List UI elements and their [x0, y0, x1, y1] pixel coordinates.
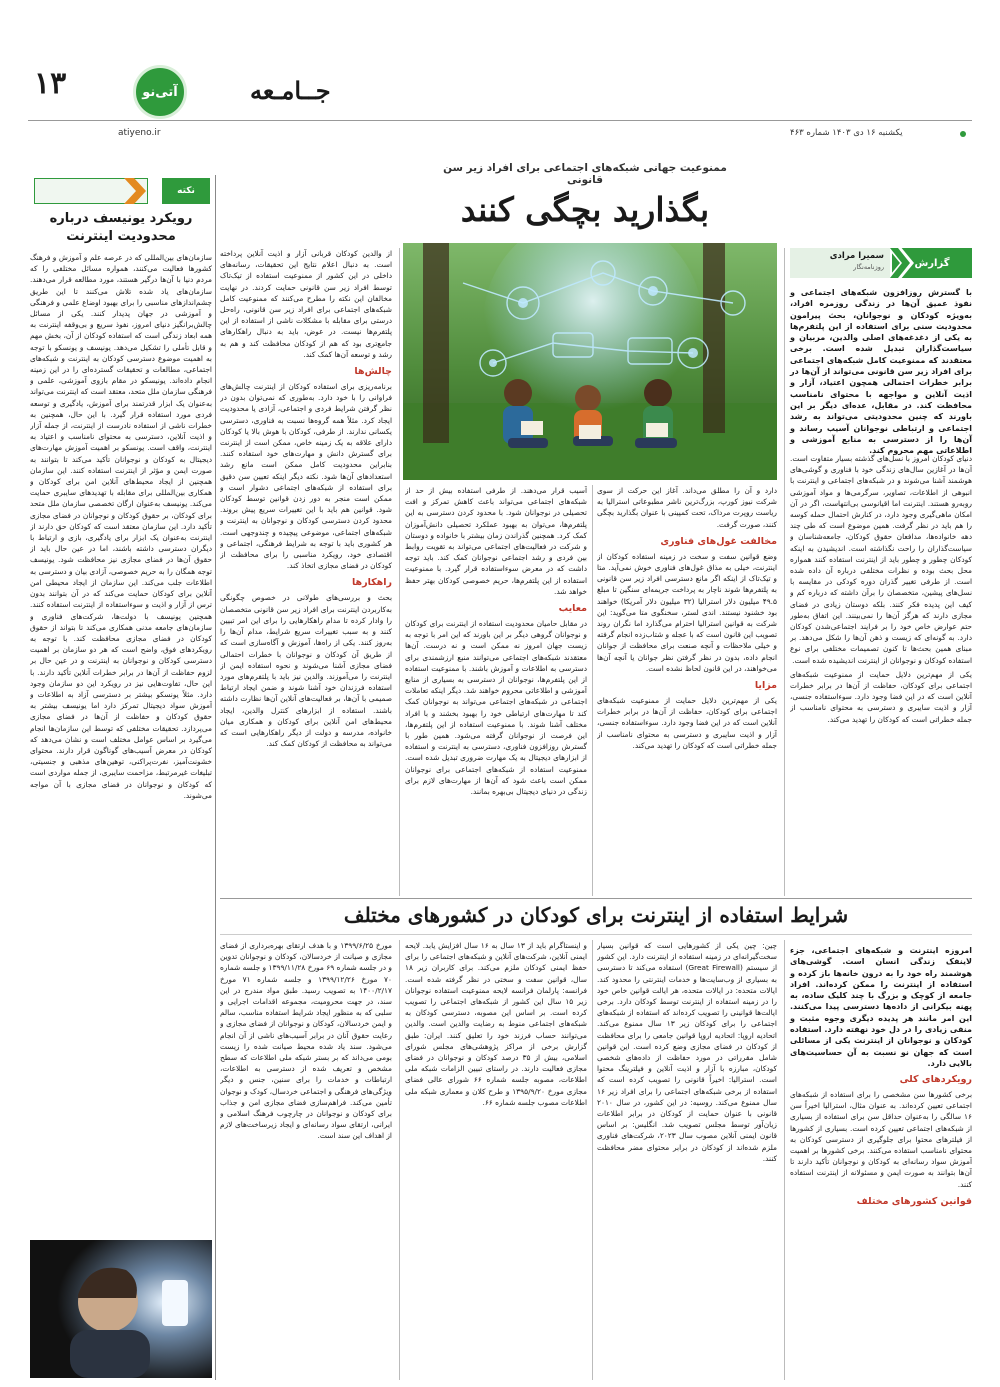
article-headline: بگذارید بچگی کنند — [460, 190, 710, 229]
chevron-left-icon — [886, 246, 914, 280]
column-divider — [784, 940, 785, 1380]
article-lead: با گسترش روزافزون شبکه‌های اجتماعی و نفوذ عمیق آن‌ها در زندگی روزمره افراد، به‌ویژه کودکان و نوجوانان، بحث پیرامون محدودیت سنی برای استفاده از این پلتفرم‌ها به یکی از دغدغه‌های اصلی والدین، مربیان و سیاست‌گذاران تبدیل شده است. برخی معتقدند که ممنوعیت کامل شبکه‌های اجتماعی برای افراد زیر سن قانونی می‌تواند از آن‌ها در برابر خطرات احتمالی همچون اعتیاد، آزار و اذیت آنلاین و مواجهه با محتوای نامناسب محافظت کند. در مقابل، عده‌ای دیگر بر این باورند که چنین محدودیتی می‌تواند به رشد اجتماعی و ارتباطی نوجوانان آسیب رساند و آن‌ها را از دسترسی به منابع آموزشی و اطلاعاتی مهم محروم کند. — [790, 288, 972, 456]
chevron-left-icon — [118, 176, 148, 206]
note-photo — [30, 1240, 212, 1378]
report-label: گزارش — [892, 248, 972, 278]
sidebar-divider — [215, 175, 216, 1380]
section-heading: رویکردهای کلی — [899, 1074, 972, 1085]
section-heading: چالش‌ها — [354, 366, 392, 378]
section-heading: قوانین کشورهای مختلف — [856, 1195, 972, 1207]
article-paragraph: در مقابل حامیان محدودیت استفاده از اینترنت برای کودکان و نوجوانان گروهی دیگر بر این باورند که این امر با توجه به زیست جهان امروز نه ممکن است و نه درست. آن‌ها معتقدند شبکه‌های اجتماعی می‌توانند منبع ارزشمندی برای دسترسی به اطلاعات و آموزش باشند. با ممنوعیت استفاده از این پلتفرم‌ها، نوجوانان از دسترسی به بسیاری از منابع آموزشی و اطلاعاتی محروم خواهند شد. دیگر اینکه تعاملات اجتماعی در شبکه‌های اجتماعی می‌تواند به نوجوانان کمک کند تا مهارت‌های ارتباطی خود را بهبود بخشند و با افراد مختلف آشنا شوند. با ممنوعیت استفاده از این پلتفرم‌ها، این فرصت از نوجوانان گرفته می‌شود. همین طور با گسترش روزافزون فناوری، دسترسی به اینترنت و استفاده از ابزارهای دیجیتال به یک مهارت ضروری تبدیل شده است. ممنوعیت استفاده از شبکه‌های اجتماعی برای نوجوانان ممکن است باعث شود که آن‌ها از مهارت‌های لازم برای زندگی در دنیای دیجیتال بی‌بهره بمانند. — [405, 619, 587, 797]
section-title: جــامـعه — [250, 76, 331, 105]
author-name: سمیرا مرادی — [829, 251, 884, 261]
note-title: رویکرد یونیسف درباره محدودیت اینترنت — [49, 211, 193, 244]
note-paragraph: سازمان‌های بین‌المللی که در عرصه علم و آموزش و فرهنگ کشورها فعالیت می‌کنند، همواره مسائل مختلفی را که مردم دنیا با آن‌ها درگیر هستند، مورد مطالعه قرار می‌دهند. سازمان‌های یاد شده تلاش می‌کنند تا این طریق چشم‌اندازهای مناسبی را برای بهبود اوضاع علمی و فرهنگی و آموزشی در جهان پدیدار کنند. یکی از مسائل چالش‌برانگیز دنیای امروز، نفوذ سریع و بی‌وقفه اینترنت به همه ابعاد زندگی است که استفاده کودکان از آن، بخش مهم و قابل تأملی را تشکیل می‌دهد. یونیسف و یونسکو با توجه به اهمیت موضوع دسترسی کودکان به اینترنت و شبکه‌های اجتماعی، مطالعات و تحقیقات گسترده‌ای را در این زمینه انجام داده‌اند. یونیسکو در مقام بازوی آموزشی، علمی و فرهنگی سازمان ملل متحد، معتقد است که اینترنت می‌تواند به‌عنوان یک ابزار قدرتمند برای آموزش، یادگیری و توسعه فردی مورد استفاده قرار گیرد. با این حال، همچنین به خطرات ناشی از استفاده نادرست از اینترنت، از جمله آزار و اذیت آنلاین، دسترسی به محتوای نامناسب و اعتیاد به اینترنت، واقف است. یونسکو بر اهمیت آموزش مهارت‌های دیجیتال به کودکان و نوجوانان تأکید می‌کند تا بتوانند به صورت ایمن و مؤثر از اینترنت استفاده کنند. این سازمان همچنین از ایجاد محیط‌های آنلاین امن برای کودکان و همکاری بین‌المللی برای مقابله با تهدیدهای سایبری حمایت می‌کند. یونیسف به‌عنوان ارگان تخصصی سازمان ملل متحد برای کودکان، بر حقوق کودکان و نوجوانان در فضای مجازی تأکید دارد. این سازمان معتقد است که کودکان حق دارند از اینترنت به‌عنوان یک ابزار برای یادگیری، بازی و ارتباط با دیگران دسترسی داشته باشند، اما در عین حال باید از حقوق آن‌ها در فضای مجازی نیز محافظت شود. یونیسف توجه همگان را به حریم خصوصی، آزادی بیان و دسترسی به اطلاعات جلب می‌کند. این سازمان از ایجاد محیطی امن آنلاین برای کودکان حمایت می‌کند که در آن بتوانند بدون ترس از آزار و اذیت و سوءاستفاده از اینترنت استفاده کنند. همچنین یونیسف با دولت‌ها، شرکت‌های فناوری و سازمان‌های جامعه مدنی همکاری می‌کند تا بتواند از حقوق کودکان در فضای مجازی محافظت کند. با توجه به رویکردهای فوق، واضح است که هر دو سازمان بر اهمیت دسترسی کودکان و نوجوانان به اینترنت و در عین حال بر لزوم حفاظت از آن‌ها در برابر خطرات آنلاین تأکید دارند. با این حال، تفاوت‌هایی نیز در رویکرد این دو سازمان وجود دارد. مثلاً یونسکو بیشتر بر دسترسی آزاد به اطلاعات و آموزش سواد دیجیتال تمرکز دارد اما یونیسف بیشتر به حقوق کودکان و حفاظت از آن‌ها در فضای مجازی می‌پردازد. تحقیقات مختلفی که توسط این سازمان‌ها انجام می‌گیرد بر اساس عوامل مختلف است و نشان می‌دهد که کودکان در معرض آسیب‌های گوناگون قرار دارند. محتوای خشونت‌آمیز، نفرت‌پراکنی، توهین‌های مذهبی و جنسیتی، تبلیغات غیرمرتبط، مزاحمت سایبری، از جمله مواردی است که کودکان و نوجوانان در فضای مجازی با آن مواجه می‌شوند. — [30, 253, 212, 800]
lower-column-2 — [597, 940, 777, 1380]
article-paragraph: چین: چین یکی از کشورهایی است که قوانین بسیار سخت‌گیرانه‌ای در زمینه استفاده از اینترنت دارد. این کشور از سیستم (Great Firewall) استفاده می‌کند تا دسترسی به بسیاری از وب‌سایت‌ها و خدمات اینترنتی را محدود کند. ایالات متحده: در ایالات متحده، هر ایالت قوانین خاص خود را در زمینه استفاده از اینترنت توسط کودکان دارد. برخی ایالت‌ها قوانینی را تصویب کرده‌اند که استفاده از شبکه‌های اجتماعی را برای کودکان زیر ۱۳ سال ممنوع می‌کند. اتحادیه اروپا: اتحادیه اروپا قوانین جامعی را برای محافظت از کودکان در فضای مجازی وضع کرده است. این قوانین شامل مقرراتی در مورد حفاظت از داده‌های شخصی کودکان، مبارزه با آزار و اذیت آنلاین و فیلترینگ محتوا است. استرالیا: اخیراً قانونی را تصویب کرده است که استفاده از برخی شبکه‌های اجتماعی را برای افراد زیر ۱۶ سال ممنوع می‌کند. روسیه: در این کشور، در سال ۲۰۱۰ قانونی با عنوان حمایت از کودکان در برابر اطلاعات زیان‌آور توسط مجلس تصویب شد. انگلیس: بر اساس قانون ایمنی آنلاین مصوب سال ۲۰۲۳، شرکت‌های فناوری ملزم شده‌اند از کودکان در برابر محتوای مضر محافظت کنند. — [597, 941, 777, 1163]
lower-column-1 — [790, 1068, 972, 1380]
article-paragraph: برنامه‌ریزی برای استفاده کودکان از اینترنت چالش‌های فراوانی را با خود دارد. به‌طوری که نمی‌توان بدون در نظر گرفتن شرایط فردی و اجتماعی، آزادی یا محدودیت ایجاد کرد. مثلاً همه گروه‌ها نسبت به فناوری، دسترسی یکسانی ندارند. از طرفی، کودکان با هوش بالا یا کودکان دارای علاقه به یک زمینه خاص، ممکن است از اینترنت برای گسترش دانش و مهارت‌های خود استفاده کنند. بنابراین محدودیت کامل ممکن است مانع رشد استعدادهای آن‌ها شود. نکته دیگر اینکه تعیین سن دقیق برای استفاده از شبکه‌های اجتماعی دشوار است و ممکن است منجر به دور زدن قوانین توسط کودکان شود. قوانین هم باید با این تغییرات سریع پیش بروند. محدود کردن دسترسی کودکان و نوجوانان به اینترنت و شبکه‌های اجتماعی، موضوعی پیچیده و چندوجهی است. هر کشوری باید با توجه به شرایط فرهنگی، اجتماعی و اقتصادی خود، رویکرد مناسبی را برای محافظت از کودکان در فضای مجازی اتخاذ کند. — [220, 382, 392, 571]
article-column-3 — [405, 485, 587, 896]
section-heading: مزایا — [754, 680, 777, 692]
article-paragraph: یکی از مهم‌ترین دلایل حمایت از ممنوعیت شبکه‌های اجتماعی برای کودکان، حفاظت از آن‌ها در برابر خطرات آنلاین است که در این فضا وجود دارد. سوءاستفاده جنسی، آزار و اذیت سایبری و دسترسی به محتوای نامناسب از جمله خطراتی است که کودکان را تهدید می‌کند. — [597, 696, 777, 750]
note-body — [30, 252, 212, 1236]
article-column-1 — [790, 453, 972, 896]
header-divider — [28, 120, 972, 121]
article-paragraph: و اینستاگرام باید از ۱۳ سال به ۱۶ سال افزایش یابد. لایحه ایمنی آنلاین، شرکت‌های آنلاین و شبکه‌های اجتماعی را برای حفظ ایمنی کودکان ملزم می‌کند. برای کاربران زیر ۱۸ سال، قوانین سفت و سختی در نظر گرفته شده است. فرانسه: پارلمان فرانسه لایحه ممنوعیت استفاده نوجوانان زیر ۱۵ سال این کشور از شبکه‌های اجتماعی را تصویب کرده است. بر اساس این مصوبه، دسترسی کودکان به شبکه‌های اجتماعی منوط به رضایت والدین است. والدین می‌توانند حساب فرزند خود را تعلیق کنند. ایران: طبق گزارش برخی از مراکز پژوهشی‌های مجلس شورای اسلامی، بیش از ۳۵ درصد کودکان و نوجوانان در فضای مجازی فعالیت دارند. در راستای تبیین الزامات شبکه ملی اطلاعات، مصوبه جلسه شماره ۶۶ شورای عالی فضای مجازی مورخ ۱۳۹۵/۹/۲۰ و طرح کلان و معماری شبکه ملی اطلاعات مصوب جلسه شماره ۶۶. — [405, 941, 587, 1107]
article-paragraph: بحث و بررسی‌های طولانی در خصوص چگونگی به‌کاربردن اینترنت برای افراد زیر سن قانونی متخصصان را وادار کرده تا مدام راهکارهایی را برای این امر تبیین کنند و به سبب تغییرات سریع شرایط، مدام آن‌ها را به‌روز کنند. یکی از راه‌ها، آموزش و آگاه‌سازی است که از طریق آن کودکان و نوجوانان با خطرات احتمالی فضای مجازی آشنا می‌شوند و نحوه استفاده ایمن از اینترنت را می‌آموزند. والدین نیز باید با پلتفرم‌های مورد استفاده فرزندان خود آشنا شوند و ضمن ایجاد ارتباط صمیمی با آن‌ها، بر فعالیت‌های آنلاین آن‌ها نظارت داشته باشند. استفاده از ابزارهای کنترل والدین، ایجاد محیط‌های امن آنلاین برای کودکان و همکاری میان خانواده، مدرسه و دولت از دیگر راهکارهایی است که می‌تواند به محافظت از کودکان کمک کند. — [220, 593, 392, 749]
section-divider — [220, 898, 972, 899]
issue-date: یکشنبه ۱۶ دی ۱۴۰۳ شماره ۴۶۳ — [790, 128, 903, 138]
column-divider — [399, 940, 400, 1380]
lower-column-3 — [405, 940, 587, 1380]
article-column-2 — [597, 485, 777, 896]
article-paragraph: وضع قوانین سفت و سخت در زمینه استفاده کودکان از اینترنت، خیلی به مذاق غول‌های فناوری خوش نمی‌آید. متا و تیک‌تاک از اینکه اگر مانع دسترسی افراد زیر سن قانونی به پلتفرم‌ها شوند ناچار به پرداخت جریمه‌ای سنگین تا مبلغ ۴۹.۵ میلیون دلار استرالیا (۳۲ میلیون دلار آمریکا) خواهند بود خشنود نیستند. اندی لستر، سخنگوی متا می‌گوید: این شرکت به قوانین استرالیا احترام می‌گذارد اما نگران روند تصویب این قانون است که با عجله و شتاب‌زده انجام گرفته و خیلی ملاحظات و آنچه صنعت برای محافظت از جوانان انجام داده، بدون در نظر گرفتن نظر جوانان یا آنچه آن‌ها می‌خواهند، در این قانون لحاظ نشده است. — [597, 551, 777, 673]
note-label: نکته — [162, 178, 210, 204]
bullet-icon — [960, 131, 966, 137]
section-heading: معایب — [558, 603, 587, 615]
section-heading: راهکارها — [351, 577, 392, 589]
article-subheadline: ممنوعیت جهانی شبکه‌های اجتماعی برای افراد زیر سن قانونی — [443, 162, 727, 186]
column-divider — [399, 248, 400, 896]
lower-article-lead: امروزه اینترنت و شبکه‌های اجتماعی، جزء لاینفک زندگی انسان است. گوشی‌های هوشمند راه خود را به درون خانه‌ها باز کرده و استفاده از اینترنت را ممکن کرده‌اند. افراد جامعه از کوچک و بزرگ با چند کلیک ساده، به پهنه بیکرانی از داده‌ها دسترسی پیدا می‌کنند. این امر مانند هر پدیده دیگری وجوه مثبت و منفی زیادی را در دل خود نهفته دارد. استفاده کودکان و نوجوانان از اینترنت یکی از مسائلی است که جهان نو نسبت به آن حساسیت‌های بالایی دارد. — [790, 946, 972, 1068]
lower-article-headline: شرایط استفاده از اینترنت برای کودکان در کشورهای مختلف — [343, 903, 849, 927]
article-paragraph: یکی از مهم‌ترین دلایل حمایت از ممنوعیت شبکه‌های اجتماعی برای کودکان، حفاظت از آن‌ها در برابر خطرات آنلاین است که در این فضا وجود دارد. سوءاستفاده جنسی، آزار و اذیت سایبری و دسترسی به محتوای نامناسب از جمله خطراتی است که کودکان را تهدید می‌کند. — [790, 669, 972, 724]
author-box — [790, 248, 890, 278]
newspaper-logo: آتی‌نو — [133, 65, 187, 119]
article-paragraph: مورخ ۱۳۹۹/۶/۲۵ و با هدف ارتقای بهره‌برداری از فضای مجازی و صیانت از خردسالان، کودکان و نوجوانان تدوین و در جلسه شماره ۶۹ مورخ ۱۳۹۹/۱۱/۲۸ و جلسه شماره ۷۰ مورخ ۱۳۹۹/۱۲/۲۶ و جلسه شماره ۷۱ مورخ ۱۴۰۰/۲/۱۷ به تصویب رسید. طبق مواد مندرج در این سند، در جهت محرومیت، مجموعه اقدامات اجرایی و سلبی که به منظور ایجاد شرایط استفاده مناسب، سالم و ایمن خردسالان، کودکان و نوجوانان از فضای مجازی و رعایت حقوق آنان در برابر آسیب‌های ناشی از آن انجام می‌شود. سند یاد شده محیط صیانت شده را زیست بومی می‌داند که بر بستر شبکه ملی اطلاعات که سطح مشخص و تعریف شده از دسترسی به اطلاعات، ارتباطات و خدمات را برای سنین، جنس و دیگر ویژگی‌های فرهنگی و اجتماعی خردسال، کودک و نوجوان تأمین می‌کند. فراهم‌سازی فضای مجازی امن و جذاب برای کودکان و نوجوانان در چارچوب فرهنگ اسلامی و ایرانی، ارتقای سواد رسانه‌ای و ایجاد زیرساخت‌های لازم از اهداف این سند است. — [220, 941, 392, 1141]
column-divider — [592, 485, 593, 896]
article-paragraph: آسیب قرار می‌دهند. از طرفی استفاده بیش از حد از شبکه‌های اجتماعی می‌تواند باعث کاهش تمرکز و افت تحصیلی در نوجوانان شود. با محدود کردن دسترسی به این پلتفرم‌ها، می‌توان به بهبود عملکرد تحصیلی دانش‌آموزان کمک کرد. همچنین گذراندن زمان بیشتر با خانواده و دوستان و شرکت در فعالیت‌های اجتماعی می‌تواند به تقویت روابط بین فردی و رشد اجتماعی نوجوانان کمک کند. باید توجه داشت که در معرض سوءاستفاده قرار گیرد. با ممنوعیت استفاده از این پلتفرم‌ها، حریم خصوصی کودکان بهتر حفظ خواهد شد. — [405, 486, 587, 596]
section-heading: مخالفت غول‌های فناوری — [660, 535, 777, 547]
site-url[interactable]: atiyeno.ir — [118, 128, 161, 138]
article-paragraph: از والدین کودکان قربانی آزار و اذیت آنلاین پرداخته است. به دنبال اعلام نتایج این تحقیقات، رسانه‌های داخلی در این کشور از ممنوعیت استفاده از تیک‌تاک توسط افراد زیر سن قانونی حمایت کردند. در نهایت مخالفان این نکته را مطرح می‌کنند که ممنوعیت کامل شبکه‌های اجتماعی برای افراد زیر سن قانونی، راه‌حل درستی برای مقابله با مشکلات ناشی از استفاده از این پلتفرم‌ها نیست. در عوض، باید به دنبال راهکارهای جامع‌تری بود که هم از کودکان محافظت کند و هم به رشد و توسعه آن‌ها کمک کند. — [220, 249, 392, 359]
article-paragraph: دارد و آن را مطلق می‌داند. آغاز این حرکت از سوی شرکت نیوز کورپ، بزرگ‌ترین ناشر مطبوعاتی استرالیا به ریاست روپرت مرداک، تحت کمپینی با عنوان بگذارید بچگی کنند، صورت گرفت. — [597, 486, 777, 529]
article-paragraph: دنیای کودکان امروز با نسل‌های گذشته بسیار متفاوت است. آن‌ها در آغازین سال‌های زندگی خود با فناوری و گوشی‌های هوشمند آشنا می‌شوند و در شبکه‌های اجتماعی و اینترنت با انبوهی از اطلاعات، تصاویر، سرگرمی‌ها و مواد آموزشی روبه‌رو هستند. اینترنت اما اقیانوسی بی‌انتهاست، اگر در آن امکان ماهی‌گیری وجود دارد، در کنارش احتمال حمله کوسه را هم باید در نظر گرفت. همین موضوع است که طی چند دهه خانواده‌ها، مدافعان حقوق کودکان، جامعه‌شناسان و سیاست‌گذاران را راحت نگذاشته است. اندیشیدن به اینکه کودکان چطور و چطور باید از اینترنت استفاده کنند همواره محل بحث بوده و نظرات مختلفی درباره آن داده شده است. از طرفی تغییر گذران دوره کودکی در مقایسه با نسل‌های پیشین، متخصصان را برآن داشته که درباره کم و کیف این پدیده فکر کنند. بلکه دوستان زیادی در فضای مجازی دارند که هرگز آن‌ها را نمی‌بینند. این اتفاق به‌طور حتم عوارض خاص خود را بر فرایند اجتماعی‌شدن کودکان دارد. به گونه‌ای که زیست و ذهن آن‌ها را شکل می‌دهد. بر مبنای همین بحث‌ها تا کنون تصمیمات مختلفی برای نوع استفاده کودکان و نوجوانان از اینترنت اندیشیده شده است. — [790, 454, 972, 665]
article-photo — [403, 243, 777, 480]
page-header — [0, 0, 1000, 170]
headline-underline — [220, 934, 972, 935]
author-role: روزنامه‌نگار — [853, 263, 884, 271]
article-column-4 — [220, 248, 392, 896]
column-divider — [784, 248, 785, 896]
lower-column-4 — [220, 940, 392, 1380]
column-divider — [592, 940, 593, 1380]
page-number: ۱۳ — [34, 66, 67, 101]
article-paragraph: برخی کشورها سن مشخصی را برای استفاده از شبکه‌های اجتماعی تعیین کرده‌اند. به عنوان مثال، استرالیا اخیراً سن ۱۶ سالگی را به‌عنوان حداقل سن برای استفاده از بسیاری از شبکه‌های اجتماعی تعیین کرده است. بسیاری از کشورها از فیلترهای محتوا برای جلوگیری از دسترسی کودکان به محتوای نامناسب استفاده می‌کنند. برخی کشورها بر اهمیت آموزش سواد رسانه‌ای به کودکان و نوجوانان تأکید دارند تا آن‌ها بتوانند به صورت ایمن و مسئولانه از اینترنت استفاده کنند. — [790, 1090, 972, 1189]
